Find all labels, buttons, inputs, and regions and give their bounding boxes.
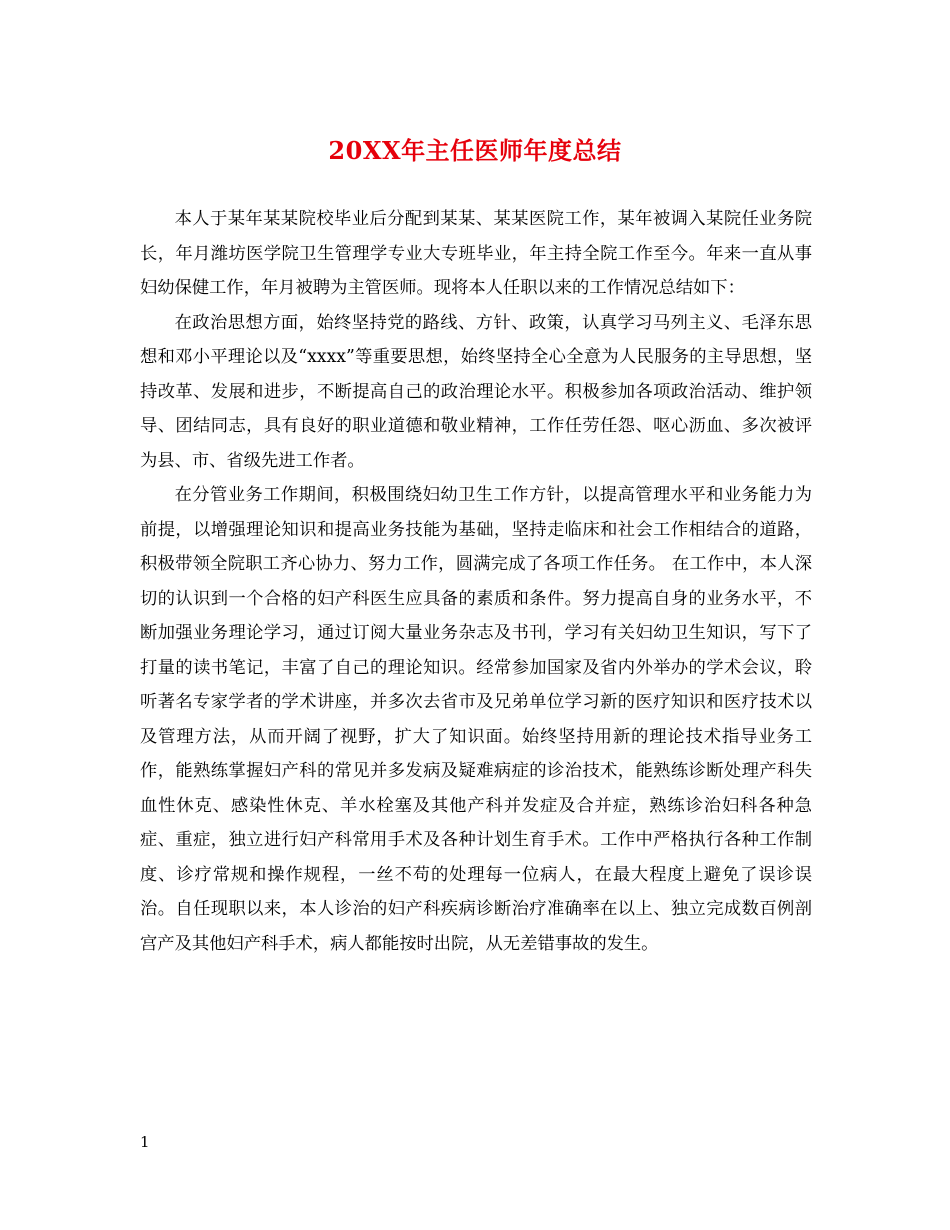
paragraph-intro: 本人于某年某某院校毕业后分配到某某、某某医院工作，某年被调入某院任业务院长，年月潍坊医学院卫生管理学专业大专班毕业，年主持全院工作至今。年来一直从事妇幼保健工作，年月被聘为主管医师。现将本人任职以来的工作情况总结如下： bbox=[140, 209, 812, 298]
page-number: 1 bbox=[140, 1133, 150, 1151]
document-title: 20XX年主任医师年度总结 bbox=[328, 136, 622, 165]
paragraph-professional-work: 在分管业务工作期间，积极围绕妇幼卫生工作方针，以提高管理水平和业务能力为前提，以增强理论知识和提高业务技能为基础，坚持走临床和社会工作相结合的道路，积极带领全院职工齐心协力、努力工作，圆满完成了各项工作任务。 在工作中，本人深切的认识到一个合格的妇产科医生应具备的素质和条件。努力提高自身的业务水平，不断加强业务理论学习，通过订阅大量业务杂志及书刊，学习有关妇幼卫生知识，写下了打量的读书笔记，丰富了自己的理论知识。经常参加国家及省内外举办的学术会议，聆听著名专家学者的学术讲座，并多次去省市及兄弟单位学习新的医疗知识和医疗技术以及管理方法，从而开阔了视野，扩大了知识面。始终坚持用新的理论技术指导业务工作，能熟练掌握妇产科的常见并多发病及疑难病症的诊治技术，能熟练诊断处理产科失血性休克、感染性休克、羊水栓塞及其他产科并发症及合并症，熟练诊治妇科各种急症、重症，独立进行妇产科常用手术及各种计划生育手术。工作中严格执行各种工作制度、诊疗常规和操作规程，一丝不苟的处理每一位病人，在最大程度上避免了误诊误治。自任现职以来，本人诊治的妇产科疾病诊断治疗准确率在以上、独立完成数百例剖宫产及其他妇产科手术，病人都能按时出院，从无差错事故的发生。 bbox=[140, 485, 812, 954]
paragraph-political-thought: 在政治思想方面，始终坚持党的路线、方针、政策，认真学习马列主义、毛泽东思想和邓小平理论以及“xxxx”等重要思想，始终坚持全心全意为人民服务的主导思想，坚持改革、发展和进步，不断提高自己的政治理论水平。积极参加各项政治活动、维护领导、团结同志，具有良好的职业道德和敬业精神，工作任劳任怨、呕心沥血、多次被评为县、市、省级先进工作者。 bbox=[140, 312, 812, 471]
document-body bbox=[140, 202, 812, 961]
